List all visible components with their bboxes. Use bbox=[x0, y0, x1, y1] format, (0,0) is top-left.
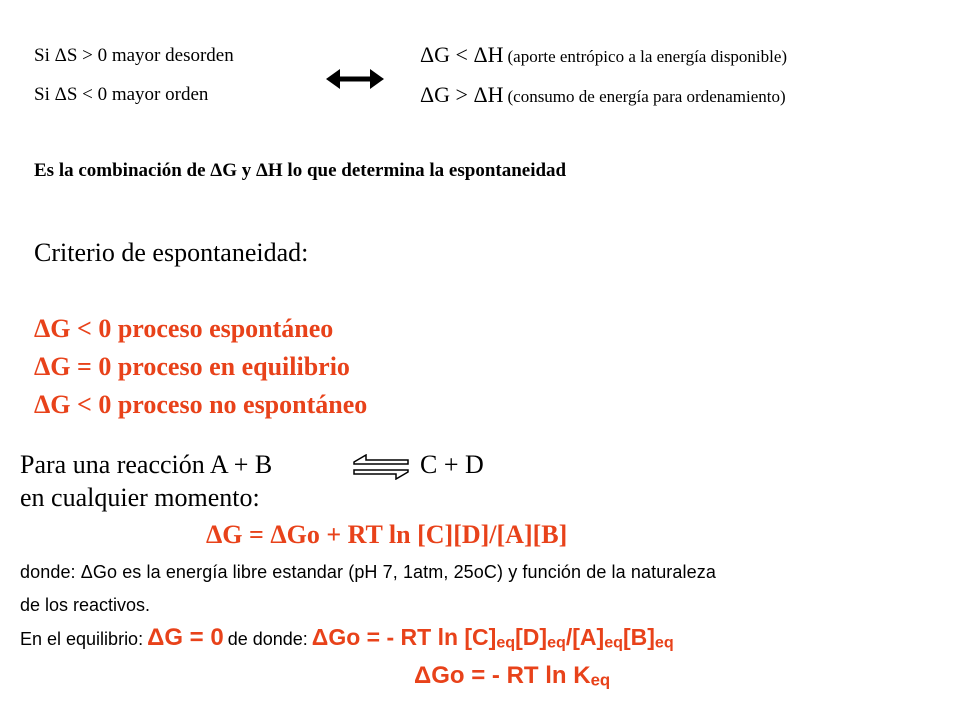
criterio-item-non-spontaneous: ΔG < 0 proceso no espontáneo bbox=[34, 390, 368, 419]
line2-right bbox=[420, 82, 786, 108]
eq-sub-a: eq bbox=[604, 633, 623, 652]
equilibrium-line bbox=[20, 624, 674, 652]
line2-right-note: (consumo de energía para ordenamiento) bbox=[507, 87, 786, 106]
eq-mid: de donde: bbox=[227, 629, 308, 649]
reaction-moment: en cualquier momento: bbox=[20, 483, 260, 512]
eq-formula-a: /[A] bbox=[565, 624, 605, 650]
final-equation bbox=[414, 662, 610, 691]
final-equation-main: ΔGo = - RT ln K bbox=[414, 662, 591, 689]
general-equation: ΔG = ΔGo + RT ln [C][D]/[A][B] bbox=[206, 520, 568, 549]
eq-sub-b: eq bbox=[654, 633, 674, 652]
eq-dg-zero: ΔG = 0 bbox=[147, 624, 224, 651]
line2-right-expr: ΔG > ΔH bbox=[420, 82, 504, 107]
left-right-arrow-icon bbox=[326, 66, 384, 92]
line1-right bbox=[420, 42, 787, 68]
final-sub-eq: eq bbox=[590, 670, 611, 690]
eq-formula-main: ΔGo = - RT ln [C] bbox=[311, 624, 497, 650]
line2-left: Si ΔS < 0 mayor orden bbox=[34, 84, 209, 105]
line1-right-expr: ΔG < ΔH bbox=[420, 42, 504, 67]
criterio-heading: Criterio de espontaneidad: bbox=[34, 238, 309, 267]
criterio-item-spontaneous: ΔG < 0 proceso espontáneo bbox=[34, 314, 334, 343]
eq-formula bbox=[312, 624, 674, 650]
reaction-left: Para una reacción A + B bbox=[20, 450, 273, 479]
eq-sub-d: eq bbox=[547, 633, 566, 652]
criterio-item-equilibrium: ΔG = 0 proceso en equilibrio bbox=[34, 352, 350, 381]
line1-right-note: (aporte entrópico a la energía disponible) bbox=[507, 47, 788, 66]
eq-formula-b: [B] bbox=[622, 624, 655, 650]
eq-sub-c: eq bbox=[496, 633, 516, 652]
eq-formula-d: [D] bbox=[515, 624, 548, 650]
equilibrium-arrow-icon bbox=[352, 454, 410, 480]
combination-statement: Es la combinación de ΔG y ΔH lo que determina la espontaneidad bbox=[34, 160, 567, 181]
reaction-right: C + D bbox=[420, 450, 484, 479]
eq-label: En el equilibrio: bbox=[20, 629, 144, 649]
donde-line1: donde: ΔGo es la energía libre estandar (pH 7, 1atm, 25oC) y función de la naturaleza bbox=[20, 562, 716, 582]
line1-left: Si ΔS > 0 mayor desorden bbox=[34, 45, 234, 66]
donde-line2: de los reactivos. bbox=[20, 595, 151, 615]
